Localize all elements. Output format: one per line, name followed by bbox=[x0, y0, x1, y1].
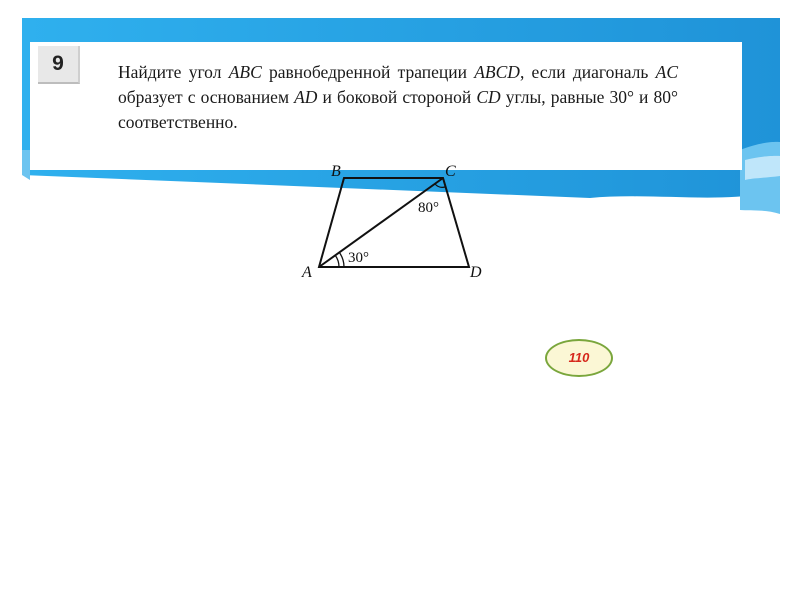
diagonal-ac bbox=[319, 178, 443, 267]
vertex-label-a: A bbox=[302, 264, 312, 281]
vertex-label-d: D bbox=[470, 264, 482, 281]
answer-button[interactable]: 110 bbox=[545, 339, 613, 377]
angle-arc-a bbox=[335, 255, 339, 267]
angle-arc-a-inner bbox=[339, 252, 344, 267]
trapezoid-figure bbox=[296, 155, 496, 285]
trapezoid-outline bbox=[319, 178, 469, 267]
angle-label-a: 30° bbox=[348, 250, 369, 266]
problem-number: 9 bbox=[38, 46, 80, 84]
vertex-label-c: C bbox=[445, 163, 456, 180]
vertex-label-b: B bbox=[331, 163, 341, 180]
angle-label-c: 80° bbox=[418, 200, 439, 216]
angle-arc-c bbox=[435, 184, 445, 187]
problem-text: Найдите угол ABC равнобедренной трапеции ABCD, если диагональ AC образует с основанием AD и боковой стороной CD углы, равные 30° и 80° соответственно. bbox=[118, 62, 679, 132]
